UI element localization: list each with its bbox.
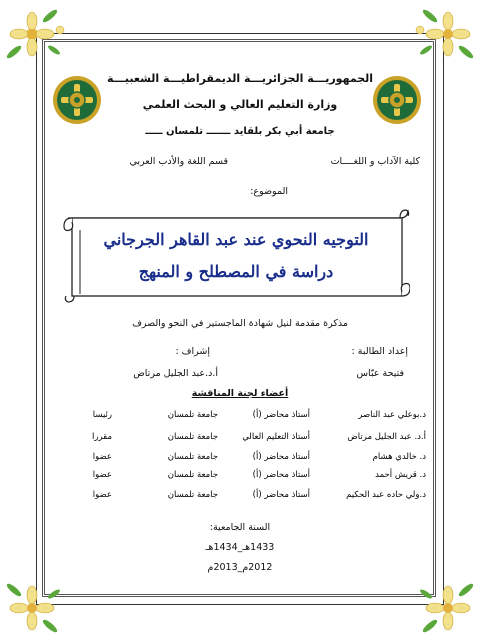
- supervisor-label: إشراف :: [175, 346, 210, 357]
- thesis-title-line1: التوجيه النحوي عند عبد القاهر الجرجاني: [103, 230, 369, 249]
- supervisor-name: أ.د.عبد الجليل مرتاض: [133, 368, 218, 379]
- member-institution: جامعة تلمسان: [167, 410, 218, 420]
- member-rank: أستاذ محاضر (أ): [252, 410, 310, 420]
- subject-label: الموضوع:: [250, 186, 288, 197]
- member-role: رئيسا: [92, 410, 112, 420]
- academic-year-gregorian: 2012م_2013م: [207, 562, 273, 573]
- member-role: مقررا: [91, 432, 112, 442]
- corner-flower-icon: [0, 0, 80, 80]
- thesis-note: مذكرة مقدمة لنيل شهادة الماجستير في النحو والصرف: [132, 318, 348, 329]
- table-row: [56, 432, 426, 446]
- university-line: جامعة أبي بكر بلقايد ـــــــ تلمسان ـــــ: [145, 126, 335, 137]
- ministry-line: وزارة التعليم العالي و البحث العلمي: [142, 98, 338, 111]
- department-line: قسم اللغة والأدب العربي: [129, 156, 228, 167]
- academic-year-label: السنة الجامعية:: [209, 522, 271, 533]
- member-name: د. قريش أحمد: [375, 470, 426, 480]
- corner-flower-icon: [0, 560, 80, 640]
- member-name: د.بوعلي عبد الناصر: [358, 410, 426, 420]
- member-name: أ.د. عبد الجليل مرتاض: [347, 432, 426, 442]
- student-name: فتيحة عبّاس: [356, 368, 404, 379]
- member-name: د.ولي حاده عبد الحكيم: [346, 490, 426, 500]
- member-institution: جامعة تلمسان: [167, 490, 218, 500]
- member-rank: أستاذ التعليم العالي: [242, 432, 310, 442]
- scroll-banner-icon: [60, 208, 410, 304]
- university-seal-icon: [52, 72, 102, 128]
- faculty-line: كلية الآداب و اللغــــات: [330, 156, 420, 167]
- corner-flower-icon: [400, 560, 480, 640]
- member-rank: أستاذ محاضر (أ): [252, 470, 310, 480]
- member-rank: أستاذ محاضر (أ): [252, 452, 310, 462]
- table-row: [56, 410, 426, 424]
- member-role: عضوا: [92, 452, 112, 462]
- member-rank: أستاذ محاضر (أ): [252, 490, 310, 500]
- member-role: عضوا: [92, 490, 112, 500]
- corner-flower-icon: [400, 0, 480, 80]
- student-label: إعداد الطالبة :: [351, 346, 408, 357]
- member-institution: جامعة تلمسان: [167, 432, 218, 442]
- member-name: د. خالدي هشام: [372, 452, 426, 462]
- member-role: عضوا: [92, 470, 112, 480]
- republic-line: الجمهوريـــة الجزائريـــة الديمقراطيـــة الشعبيـــة: [106, 72, 374, 85]
- table-row: [56, 452, 426, 466]
- committee-heading: أعضاء لجنة المناقشة: [191, 388, 289, 399]
- table-row: [56, 470, 426, 484]
- member-institution: جامعة تلمسان: [167, 452, 218, 462]
- academic-year-hijri: 1433هـ_1434هـ: [205, 542, 275, 553]
- member-institution: جامعة تلمسان: [167, 470, 218, 480]
- thesis-title-line2: دراسة في المصطلح و المنهج: [138, 262, 334, 281]
- table-row: [56, 490, 426, 504]
